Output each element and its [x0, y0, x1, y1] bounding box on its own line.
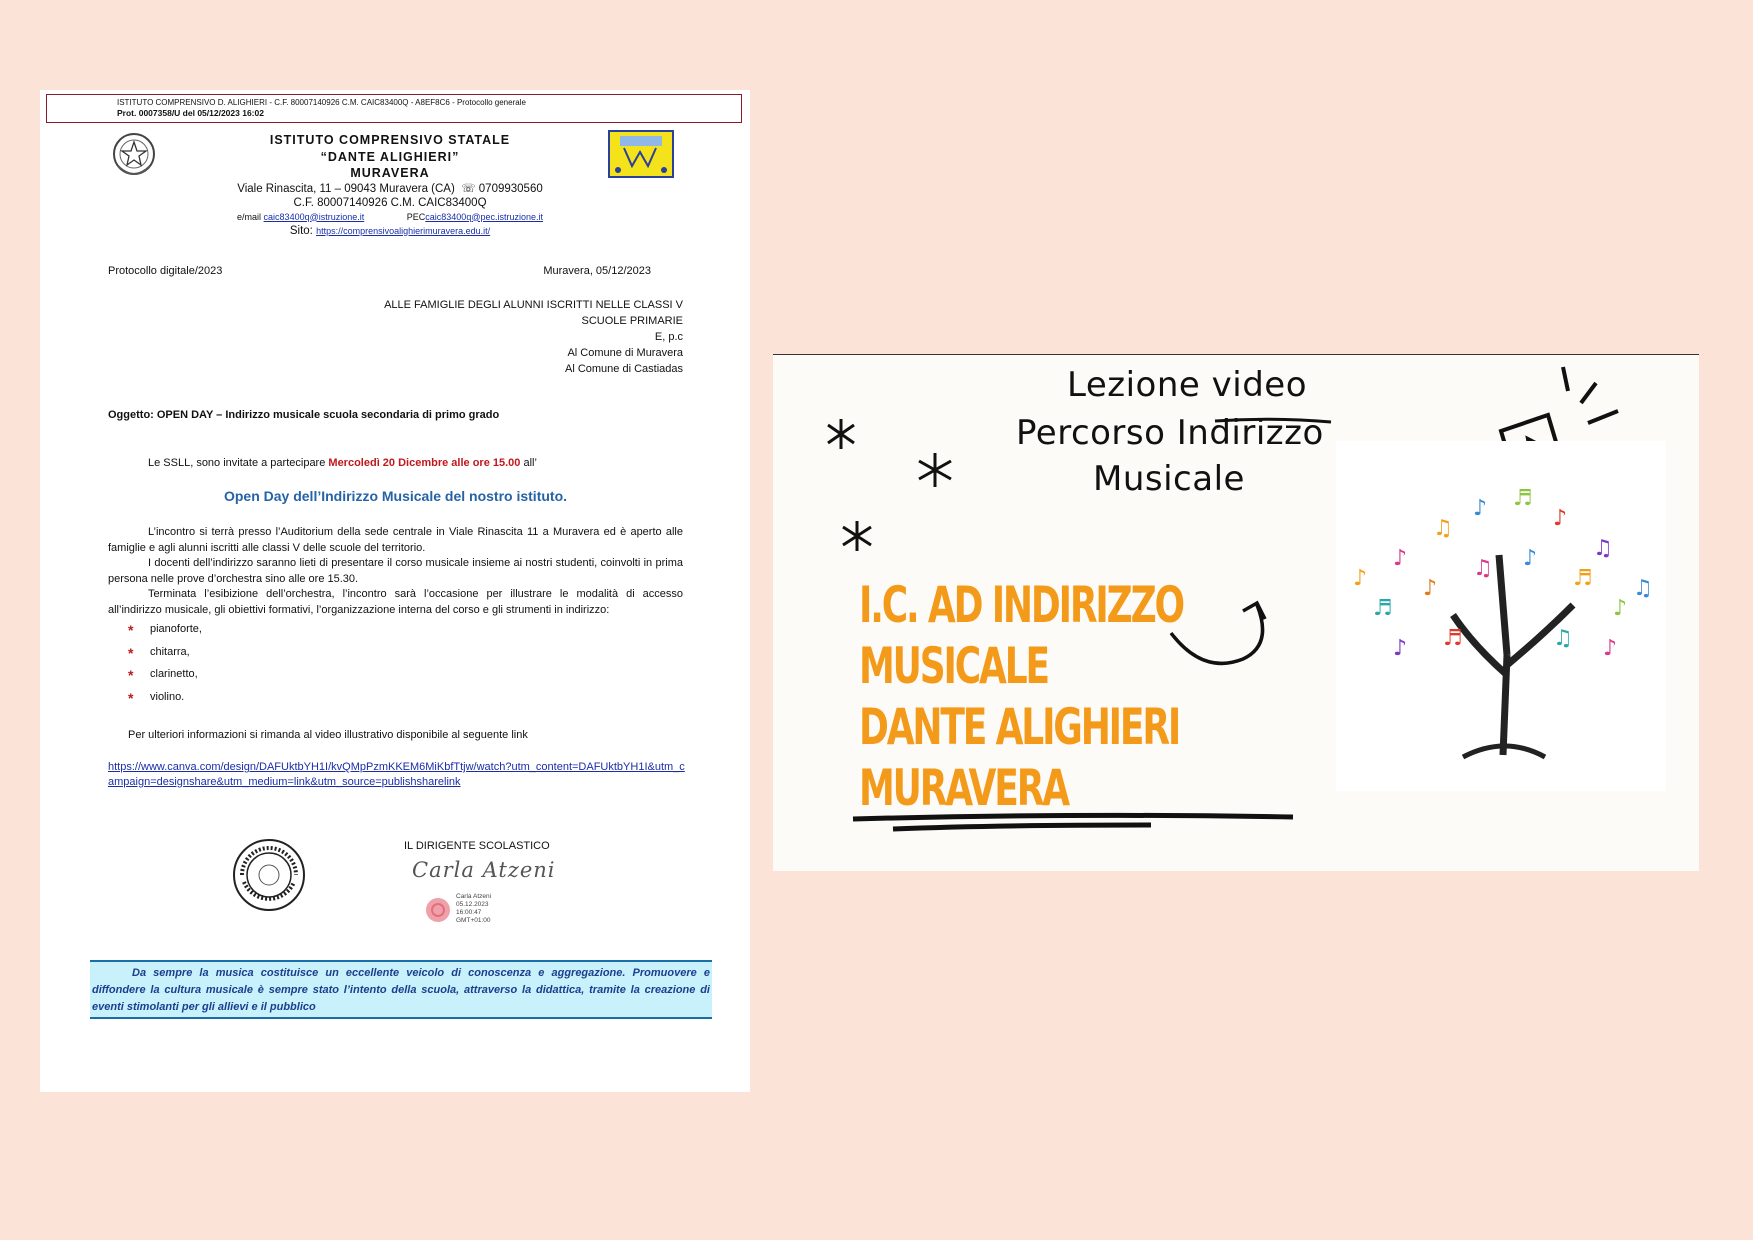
protocol-line2: Prot. 0007358/U del 05/12/2023 16:02	[117, 108, 264, 118]
video-link[interactable]: https://www.canva.com/design/DAFUktbYH1I/kvQMpPzmKKEM6MiKbfTtjw/watch?utm_content=DAFUktbYH1I&utm_campaign=designshare&utm_medium=link&utm_source=publishsharelink	[108, 761, 685, 788]
video-line-2: Percorso Indirizzo	[1016, 413, 1324, 453]
sig-meta-line: GMT+01:00	[456, 917, 491, 924]
motto-box	[90, 960, 712, 1019]
invite-pre: Le SSLL, sono invitate a partecipare	[148, 457, 329, 469]
body-paragraph: I docenti dell’indirizzo saranno lieti di presentare il corso musicale insieme ai nostri studenti, coinvolti in prima persona nelle prove d’orchestra sino alle ore 15.30.	[108, 557, 683, 585]
video-line-1-text: Lezione video	[1067, 365, 1308, 405]
school-address: Viale Rinascita, 11 – 09043 Muravera (CA)	[237, 182, 455, 195]
invite-post: all’	[520, 457, 537, 469]
site-link[interactable]: https://comprensivoalighierimuravera.edu.it/	[316, 225, 491, 236]
pec-link[interactable]: caic83400q@pec.istruzione.it	[425, 211, 543, 222]
school-site-row	[190, 224, 590, 238]
invite-date: Mercoledì 20 Dicembre alle ore 15.00	[328, 457, 521, 469]
addressee-line: Al Comune di Castiadas	[564, 363, 683, 375]
svg-text:♪: ♪	[1603, 636, 1618, 661]
music-tree-illustration	[1336, 441, 1666, 791]
place-date: Muravera, 05/12/2023	[543, 265, 651, 277]
video-title-line: I.C. AD INDIRIZZO	[859, 576, 1183, 634]
phone-icon: ☏	[458, 182, 476, 195]
sig-meta-line: 05.12.2023	[456, 901, 489, 908]
video-decorations	[773, 355, 1699, 871]
red-asterisk-icon: *	[128, 622, 134, 638]
invite-line	[148, 457, 537, 469]
school-title-3: MURAVERA	[350, 166, 430, 180]
sig-meta-line: 16:00:47	[456, 909, 482, 916]
video-line-3: Musicale	[1093, 459, 1245, 499]
school-phone: 0709930560	[478, 182, 543, 195]
curved-arrow-icon	[1171, 603, 1265, 663]
handwritten-signature: Carla Atzeni	[412, 858, 556, 882]
asterisk-icon	[828, 419, 951, 551]
addressee-line: ALLE FAMIGLIE DEGLI ALUNNI ISCRITTI NELLE CLASSI V	[384, 299, 683, 311]
school-title-1: ISTITUTO COMPRENSIVO STATALE	[269, 133, 511, 147]
letter-subject: Oggetto: OPEN DAY – Indirizzo musicale scuola secondaria di primo grado	[108, 409, 500, 421]
sig-meta-line: Carla Atzeni	[456, 893, 492, 900]
signature-metadata	[456, 893, 491, 925]
protocol-line1: ISTITUTO COMPRENSIVO D. ALIGHIERI - C.F. 80007140926 C.M. CAIC83400Q - A8EF8C6 - Protocollo generale	[117, 98, 526, 107]
list-item	[128, 623, 202, 646]
svg-text:♫: ♫	[1593, 536, 1613, 561]
svg-text:♪: ♪	[1523, 546, 1538, 571]
italian-republic-emblem-icon	[110, 130, 158, 182]
addressee-line: E, p.c	[654, 331, 683, 343]
svg-text:♬: ♬	[1513, 486, 1533, 511]
underline-stroke	[853, 815, 1293, 829]
protocol-stamp	[46, 94, 742, 123]
svg-text:♬: ♬	[1373, 596, 1393, 621]
red-asterisk-icon: *	[128, 644, 134, 661]
email-label: e/mail	[237, 211, 262, 222]
svg-text:♫: ♫	[1433, 516, 1453, 541]
pec-label: PEC	[406, 211, 426, 222]
motto-text: Da sempre la musica costituisce un eccellente veicolo di conoscenza e aggregazione. Promuovere e diffondere la cultura musicale è sempre stato l’intento della scuola, attraverso la didattica, tramite la creazione di eventi stimolanti per gli allievi e il pubblico	[92, 967, 710, 1013]
svg-text:♪: ♪	[1353, 566, 1368, 591]
email-link[interactable]: caic83400q@istruzione.it	[263, 211, 365, 222]
list-item	[128, 691, 202, 714]
open-day-heading: Open Day dell’Indirizzo Musicale del nostro istituto.	[223, 488, 568, 504]
site-label: Sito:	[289, 224, 313, 237]
digital-seal-icon	[424, 896, 452, 924]
body-paragraph: L’incontro si terrà presso l’Auditorium della sede centrale in Viale Rinascita 11 a Muravera ed è aperto alle famiglie e agli alunni iscritti alle classi V delle scuole del territorio.	[108, 526, 683, 554]
svg-text:♪: ♪	[1423, 576, 1438, 601]
school-title-2: “DANTE ALIGHIERI”	[320, 149, 460, 164]
svg-text:♫: ♫	[1553, 626, 1573, 651]
list-item	[128, 668, 202, 691]
video-title-line: DANTE ALIGHIERI	[859, 698, 1180, 756]
school-codes: C.F. 80007140926 C.M. CAIC83400Q	[293, 196, 487, 209]
letter-document	[40, 90, 750, 1092]
school-logo	[608, 130, 674, 178]
instrument-name: clarinetto,	[150, 668, 198, 680]
svg-text:♫: ♫	[1473, 556, 1493, 581]
red-asterisk-icon: *	[128, 689, 134, 706]
svg-text:♪: ♪	[1553, 506, 1568, 531]
instrument-name: violino.	[150, 690, 185, 703]
school-stamp-icon	[232, 838, 306, 912]
svg-text:♬: ♬	[1443, 626, 1463, 651]
svg-text:♪: ♪	[1473, 496, 1488, 521]
school-address-row	[190, 182, 590, 196]
school-header	[190, 132, 590, 238]
school-contacts	[190, 210, 590, 224]
addressee-line: SCUOLE PRIMARIE	[581, 315, 683, 327]
svg-text:♬: ♬	[1573, 566, 1593, 591]
video-card[interactable]	[773, 354, 1699, 871]
addressee-line: Al Comune di Muravera	[567, 347, 683, 359]
red-asterisk-icon: *	[128, 667, 134, 683]
instrument-name: pianoforte,	[150, 623, 202, 635]
instrument-list	[128, 623, 202, 713]
svg-text:♪: ♪	[1613, 596, 1628, 621]
letter-body	[108, 525, 683, 619]
school-logo-icon	[610, 132, 672, 176]
instrument-name: chitarra,	[150, 645, 190, 658]
svg-text:♫: ♫	[1633, 576, 1653, 601]
list-item	[128, 646, 202, 669]
svg-text:♪: ♪	[1393, 546, 1408, 571]
protocol-date-row	[108, 265, 683, 277]
protocol-ref: Protocollo digitale/2023	[108, 265, 223, 277]
addressees	[340, 297, 683, 377]
dirigente-label: IL DIRIGENTE SCOLASTICO	[404, 840, 550, 852]
more-info: Per ulteriori informazioni si rimanda al video illustrativo disponibile al seguente link	[128, 729, 528, 741]
svg-text:♪: ♪	[1393, 636, 1408, 661]
body-paragraph: Terminata l’esibizione dell’orchestra, l’incontro sarà l’occasione per illustrare le modalità di accesso all’indirizzo musicale, gli obiettivi formativi, l’organizzazione interna del corso e gli strumenti in indirizzo:	[108, 588, 683, 616]
video-title-line: MURAVERA	[859, 759, 1068, 817]
video-title-line: MUSICALE	[859, 637, 1048, 695]
